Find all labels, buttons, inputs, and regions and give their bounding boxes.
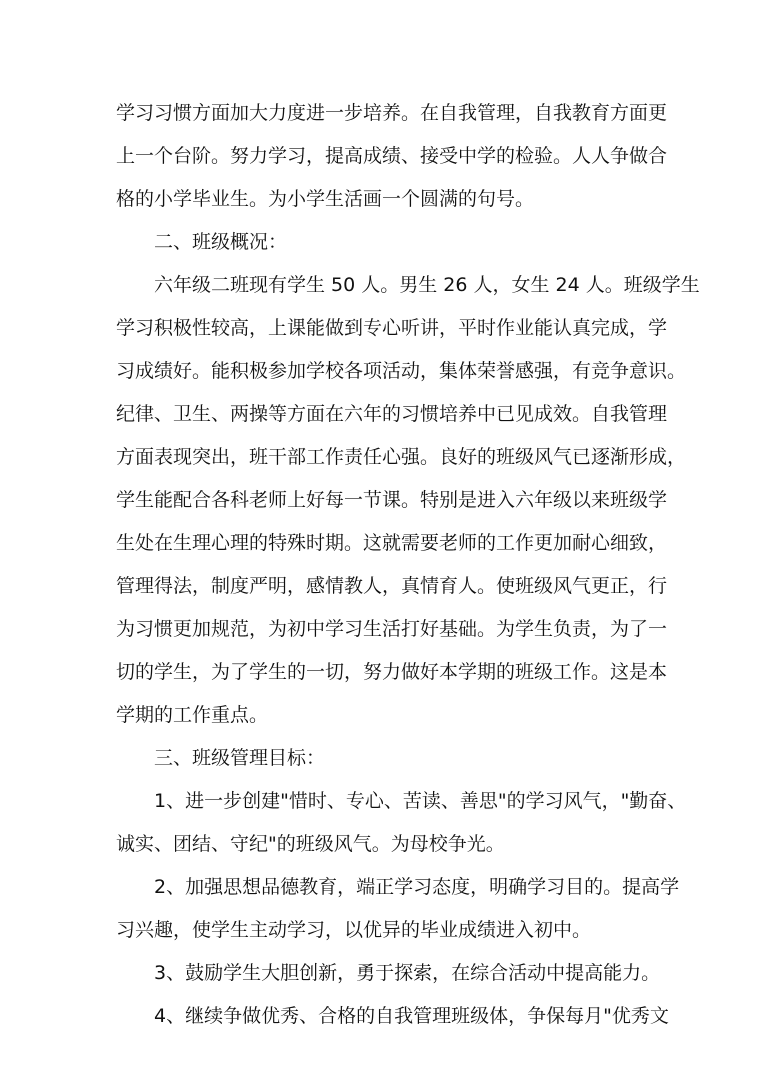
- text-line-15: 学期的工作重点。: [116, 704, 269, 726]
- text-line-2: 上一个台阶。努力学习，提高成绩、接受中学的检验。人人争做合: [116, 145, 668, 167]
- text-line-3: 格的小学毕业生。为小学生活画一个圆满的句号。: [116, 188, 535, 210]
- text-line-9: 方面表现突出，班干部工作责任心强。良好的班级风气已逐渐形成，: [116, 446, 687, 468]
- text-line-11: 生处在生理心理的特殊时期。这就需要老师的工作更加耐心细致，: [116, 532, 668, 554]
- text-line-5: 六年级二班现有学生 50 人。男生 26 人，女生 24 人。班级学生: [154, 274, 700, 296]
- text-line-6: 学习积极性较高，上课能做到专心听讲，平时作业能认真完成，学: [116, 317, 668, 339]
- text-line-7: 习成绩好。能积极参加学校各项活动，集体荣誉感强，有竞争意识。: [116, 360, 687, 382]
- text-line-20: 习兴趣，使学生主动学习，以优异的毕业成绩进入初中。: [116, 919, 592, 941]
- text-line-8: 纪律、卫生、两操等方面在六年的习惯培养中已见成效。自我管理: [116, 403, 668, 425]
- text-line-13: 为习惯更加规范，为初中学习生活打好基础。为学生负责，为了一: [116, 618, 668, 640]
- text-line-14: 切的学生，为了学生的一切，努力做好本学期的班级工作。这是本: [116, 661, 668, 683]
- text-line-19: 2、加强思想品德教育，端正学习态度，明确学习目的。提高学: [154, 876, 680, 898]
- text-line-1: 学习习惯方面加大力度进一步培养。在自我管理，自我教育方面更: [116, 102, 668, 124]
- text-line-10: 学生能配合各科老师上好每一节课。特别是进入六年级以来班级学: [116, 489, 668, 511]
- text-line-17: 1、进一步创建"惜时、专心、苦读、善思"的学习风气，"勤奋、: [154, 790, 687, 812]
- text-line-21: 3、鼓励学生大胆创新，勇于探索，在综合活动中提高能力。: [154, 962, 661, 984]
- text-line-18: 诚实、团结、守纪"的班级风气。为母校争光。: [116, 833, 505, 855]
- section-heading-management-goals: 三、班级管理目标：: [154, 747, 326, 769]
- text-line-22: 4、继续争做优秀、合格的自我管理班级体，争保每月"优秀文: [154, 1005, 669, 1027]
- text-line-12: 管理得法，制度严明，感情教人，真情育人。使班级风气更正，行: [116, 575, 668, 597]
- section-heading-class-overview: 二、班级概况：: [154, 231, 288, 253]
